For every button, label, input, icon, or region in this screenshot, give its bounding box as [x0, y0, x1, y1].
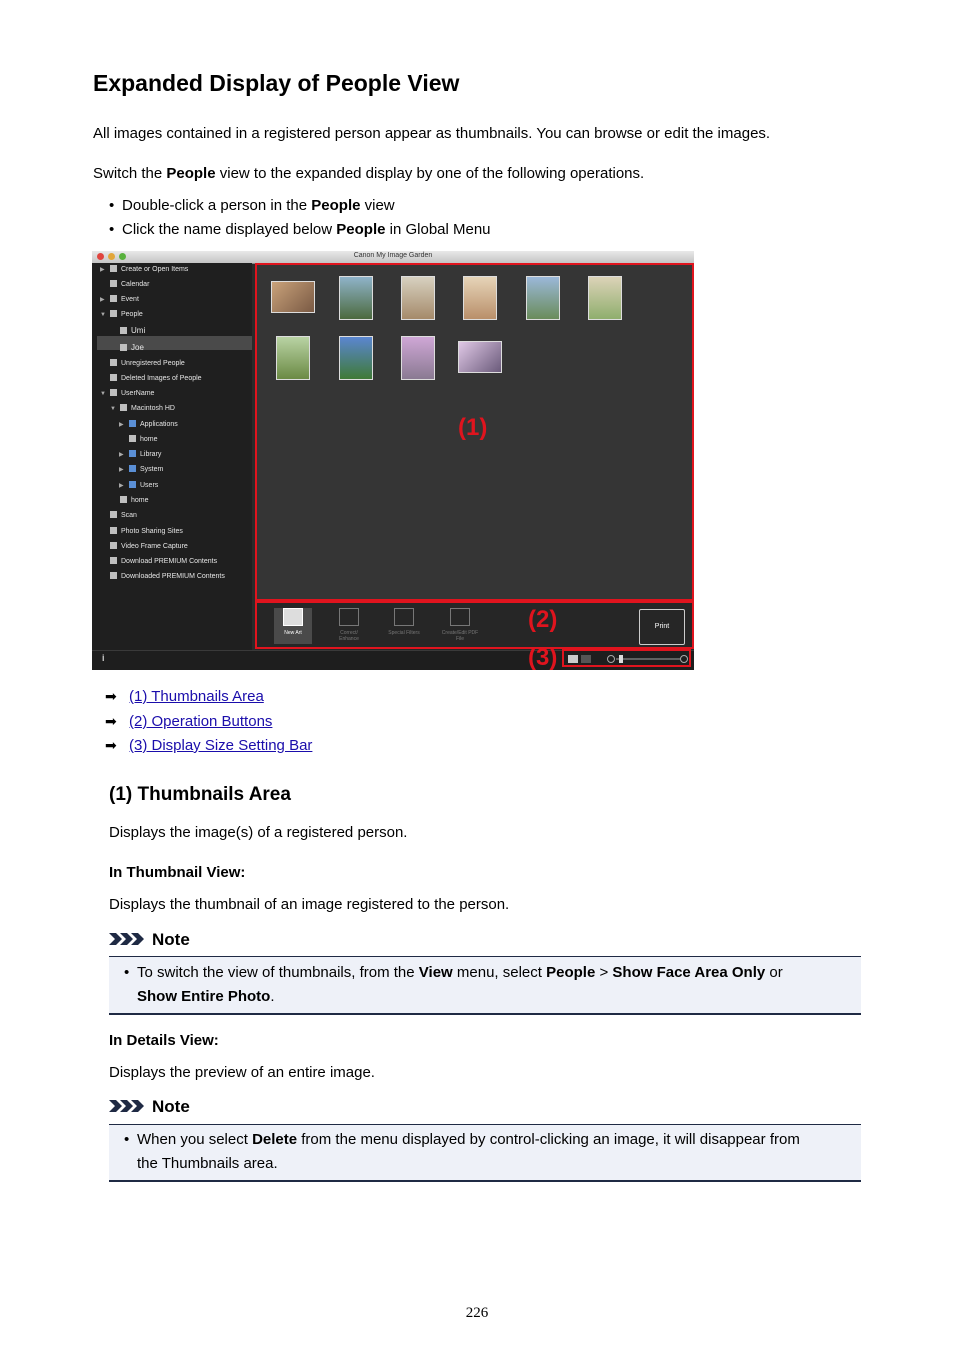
deleted-person-icon: [110, 374, 117, 381]
note-text-part: .: [270, 988, 275, 1005]
bullet-text: Click the name displayed below: [122, 221, 337, 238]
bullet-dot: •: [124, 1131, 130, 1148]
link-thumbnails-area[interactable]: (1) Thumbnails Area: [129, 688, 264, 705]
sidebar-item-library[interactable]: [119, 449, 162, 461]
downloaded-icon: [110, 572, 117, 579]
sidebar-item-label: Umi: [131, 326, 146, 335]
note-text: [137, 985, 275, 1009]
section-description: Displays the image(s) of a registered person.: [109, 824, 408, 841]
bullet-text: Double-click a person in the: [122, 197, 312, 214]
note-text: the Thumbnails area.: [137, 1155, 278, 1172]
note-box: [109, 1124, 861, 1182]
section-heading: (1) Thumbnails Area: [109, 784, 291, 805]
thumbnail-view-heading: In Thumbnail View:: [109, 864, 246, 881]
bullet-dot: •: [109, 197, 115, 214]
sidebar-item-label: Download PREMIUM Contents: [121, 558, 218, 565]
computer-icon: [110, 389, 117, 396]
note-bold: Show Entire Photo: [137, 988, 271, 1005]
switch-text-bold: People: [166, 165, 216, 182]
arrow-right-icon: ➡: [105, 688, 117, 704]
event-icon: [110, 295, 117, 302]
note-text: [137, 961, 783, 985]
arrow-right-icon: ➡: [105, 713, 117, 729]
note-bold: View: [418, 964, 453, 981]
note-text-part: menu, select: [452, 964, 547, 981]
bullet-bold: People: [336, 221, 386, 238]
expand-arrow-icon[interactable]: ▶: [100, 297, 105, 303]
note-heading: [109, 930, 190, 950]
home-icon: [120, 496, 127, 503]
link-row: [105, 686, 264, 707]
page-title: Expanded Display of People View: [93, 70, 460, 96]
intro-text: All images contained in a registered person appear as thumbnails. You can browse or edit the images.: [93, 125, 771, 142]
sidebar-item-label: UserName: [121, 390, 155, 397]
sidebar-item-users[interactable]: [119, 480, 159, 492]
thumbnail-view-description: Displays the thumbnail of an image registered to the person.: [109, 896, 510, 913]
bullet-text: view: [360, 197, 395, 214]
callout-box-3: [562, 649, 691, 667]
link-row: [105, 735, 312, 756]
sidebar-item-label: Downloaded PREMIUM Contents: [121, 573, 225, 580]
expand-arrow-icon[interactable]: ▶: [119, 452, 124, 458]
sidebar-item-downloaded-premium[interactable]: [110, 571, 225, 583]
note-text-part: To switch the view of thumbnails, from the: [137, 964, 419, 981]
bullet-item: [109, 196, 395, 216]
sidebar-item-joe[interactable]: [120, 342, 144, 354]
sidebar-item-home-2[interactable]: [120, 495, 149, 507]
person-icon: [110, 310, 117, 317]
folder-icon: [129, 420, 136, 427]
sidebar-item-label: Unregistered People: [121, 360, 185, 367]
switch-instruction: [93, 164, 644, 184]
collapse-arrow-icon[interactable]: ▼: [100, 391, 106, 397]
expand-arrow-icon[interactable]: ▶: [119, 483, 124, 489]
button-label: New Art: [284, 630, 302, 636]
button-label: Special Filters: [388, 630, 420, 636]
sidebar-item-download-premium[interactable]: [110, 556, 217, 568]
sidebar-item-label: Scan: [121, 512, 137, 519]
sidebar-item-label: Event: [121, 296, 139, 303]
sidebar-item-label: Users: [140, 482, 159, 489]
sidebar-item-label: home: [131, 497, 149, 504]
note-text-part: or: [765, 964, 783, 981]
sidebar-item-label: Deleted Images of People: [121, 375, 202, 382]
sidebar-item-applications[interactable]: [119, 419, 178, 431]
window-title: Canon My Image Garden: [353, 252, 433, 259]
sidebar-item-label: Photo Sharing Sites: [121, 528, 183, 535]
button-label: Create/Edit PDF File: [441, 630, 479, 642]
disk-icon: [120, 404, 127, 411]
sidebar-item-label: Macintosh HD: [131, 405, 175, 412]
sidebar-item-macintosh-hd[interactable]: [110, 403, 175, 415]
note-bold: Delete: [252, 1131, 298, 1148]
unregistered-person-icon: [110, 359, 117, 366]
button-label: Correct/ Enhance: [339, 630, 359, 642]
switch-text-after: view to the expanded display by one of the following operations.: [215, 165, 645, 182]
sidebar-item-deleted-people[interactable]: [110, 373, 202, 385]
callout-box-2: [255, 601, 694, 649]
sidebar-item-label: Joe: [131, 343, 144, 352]
bullet-text: in Global Menu: [385, 221, 491, 238]
note-bold: People: [546, 964, 596, 981]
note-text-part: >: [595, 964, 613, 981]
folder-icon: [129, 481, 136, 488]
sidebar-item-create-open[interactable]: [100, 264, 189, 276]
note-chevrons-icon: [109, 1099, 149, 1113]
collapse-arrow-icon[interactable]: ▼: [110, 406, 116, 412]
sidebar-item-label: Applications: [140, 421, 178, 428]
note-chevrons-icon: [109, 932, 149, 946]
print-button[interactable]: Print: [639, 609, 685, 645]
folder-icon: [129, 450, 136, 457]
collapse-arrow-icon[interactable]: ▼: [100, 312, 106, 318]
person-thumb-icon: [120, 344, 127, 351]
sidebar-item-label: Create or Open Items: [121, 266, 189, 273]
bullet-dot: •: [109, 221, 115, 238]
sidebar-item-home[interactable]: [129, 434, 158, 446]
sidebar-item-label: Calendar: [121, 281, 150, 288]
note-text-part: from the menu displayed by control-clicking an image, it will disappear from: [297, 1131, 800, 1148]
bullet-bold: People: [311, 197, 361, 214]
link-display-size-bar[interactable]: (3) Display Size Setting Bar: [129, 737, 313, 754]
folder-icon: [129, 465, 136, 472]
expand-arrow-icon[interactable]: ▶: [100, 267, 105, 273]
callout-label-2: (2): [528, 606, 558, 633]
note-label: Note: [152, 930, 190, 949]
callout-label-3: (3): [528, 644, 558, 670]
details-view-description: Displays the preview of an entire image.: [109, 1064, 375, 1081]
callout-label-1: (1): [458, 414, 488, 441]
sidebar-item-label: home: [140, 436, 158, 443]
sidebar-item-system[interactable]: [119, 464, 164, 476]
person-thumb-icon: [120, 327, 127, 334]
info-icon[interactable]: i: [102, 653, 105, 663]
sidebar-item-scan[interactable]: [110, 510, 137, 522]
app-screenshot: [92, 251, 694, 670]
sidebar-item-label: People: [121, 311, 143, 318]
note-box: [109, 956, 861, 1015]
link-operation-buttons[interactable]: (2) Operation Buttons: [129, 713, 273, 730]
link-row: [105, 711, 272, 732]
note-label: Note: [152, 1097, 190, 1116]
note-bold: Show Face Area Only: [612, 964, 766, 981]
sidebar-item-video-frame[interactable]: [110, 541, 188, 553]
expand-arrow-icon[interactable]: ▶: [119, 467, 124, 473]
sidebar-item-label: Library: [140, 451, 162, 458]
sidebar-item-unregistered[interactable]: [110, 358, 185, 370]
sidebar-item-event[interactable]: [100, 294, 139, 306]
note-text-part: When you select: [137, 1131, 253, 1148]
sidebar-item-umi[interactable]: [120, 325, 145, 337]
create-icon: [110, 265, 117, 272]
download-icon: [110, 557, 117, 564]
arrow-right-icon: ➡: [105, 737, 117, 753]
expand-arrow-icon[interactable]: ▶: [119, 422, 124, 428]
global-menu-sidebar: [92, 263, 252, 658]
calendar-icon: [110, 280, 117, 287]
bullet-dot: •: [124, 964, 130, 981]
photo-sharing-icon: [110, 527, 117, 534]
note-text: [137, 1128, 800, 1152]
sidebar-item-photo-sharing[interactable]: [110, 526, 183, 538]
sidebar-item-calendar[interactable]: [110, 279, 149, 291]
note-heading: [109, 1097, 190, 1117]
scan-icon: [110, 511, 117, 518]
sidebar-item-label: System: [140, 466, 164, 473]
sidebar-item-people[interactable]: [100, 309, 143, 321]
video-frame-icon: [110, 542, 117, 549]
sidebar-item-username[interactable]: [100, 388, 155, 400]
sidebar-item-label: Video Frame Capture: [121, 543, 188, 550]
page-number: 226: [465, 1305, 489, 1321]
switch-text-before: Switch the: [93, 165, 167, 182]
home-icon: [129, 435, 136, 442]
details-view-heading: In Details View:: [109, 1032, 219, 1049]
bullet-item: [109, 220, 491, 240]
